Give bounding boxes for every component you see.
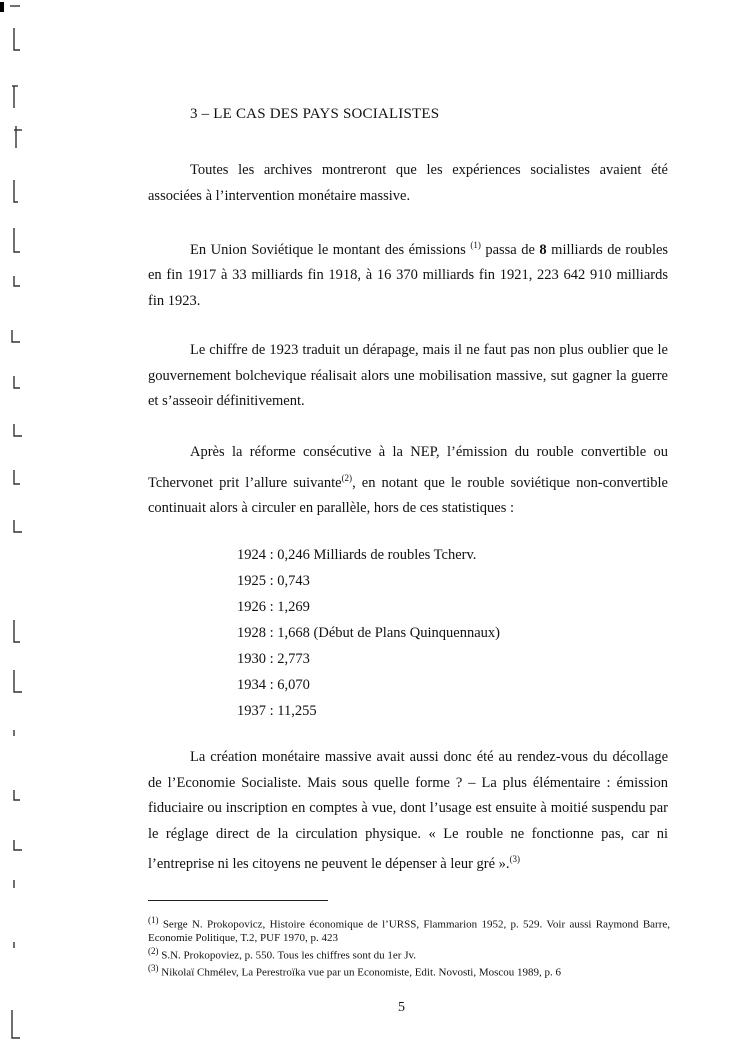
paragraph-2-text-b: passa de (485, 241, 535, 258)
paragraph-2-text-c: milliards de roubles en fin 1917 à 33 milliards fin 1918, à 16 370 milliards fin 1921, 223 642 910 milliards fin 1923. (148, 241, 669, 309)
footnote-3 (148, 962, 670, 980)
emission-item: 1937 : 11,255 (237, 703, 317, 719)
paragraph-1 (148, 158, 668, 209)
page-number: 5 (398, 1000, 405, 1015)
emission-item: 1924 : 0,246 Milliards de roubles Tcherv. (237, 547, 477, 563)
footnote-1-marker: (1) (148, 915, 159, 925)
paragraph-2-text-a: En Union Soviétique le montant des émissions (190, 241, 466, 258)
emission-item: 1925 : 0,743 (237, 573, 310, 589)
paragraph-5-text: La création monétaire massive avait aussi donc été au rendez-vous du décollage de l’Economie Socialiste. Mais sous quelle forme ? – La plus élémentaire : émission fiduciaire ou inscription en comptes à vue, dont l’usage est ensuite à moitié suspendu par le réglage direct de la circulation physique. « Le rouble ne fonctionne pas, car ni l’entreprise ni les citoyens ne peuvent le dépenser à leur gré ». (148, 749, 668, 872)
emission-item: 1928 : 1,668 (Début de Plans Quinquennaux) (237, 625, 500, 641)
footnote-3-marker: (3) (148, 963, 159, 974)
paragraph-5 (148, 745, 668, 877)
emission-item: 1930 : 2,773 (237, 651, 310, 667)
paragraph-2-bold-eight: 8 (539, 241, 547, 258)
paragraph-2 (148, 233, 668, 314)
footnote-ref-2: (2) (341, 472, 353, 483)
emission-statistics-list (237, 542, 500, 724)
footnote-ref-3: (3) (509, 854, 521, 864)
footnote-2-marker: (2) (148, 945, 159, 956)
paragraph-4-text-a: Après la réforme consécutive à la NEP, l’émission du rouble convertible ou Tchervonet prit l’allure suivante (148, 444, 668, 491)
paragraph-3 (148, 338, 668, 415)
footnote-ref-1: (1) (470, 240, 481, 250)
section-title: 3 – LE CAS DES PAYS SOCIALISTES (190, 106, 440, 122)
footnote-2-text: S.N. Prokopoviez, p. 550. Tous les chiffres sont du 1er Jv. (161, 949, 417, 962)
footnote-3-text: Nikolaï Chmélev, La Perestroïka vue par un Economiste, Edit. Novosti, Moscou 1989, p. 6 (161, 966, 562, 979)
paragraph-1-text: Toutes les archives montreront que les expériences socialistes avaient été associées à l’intervention monétaire massive. (148, 162, 668, 204)
footnote-2 (148, 945, 670, 963)
footnote-1 (148, 914, 670, 945)
emission-item: 1934 : 6,070 (237, 677, 310, 693)
paragraph-4 (148, 440, 668, 521)
paragraph-4-text-b: , en notant que le rouble soviétique non-convertible continuait alors à circuler en parallèle, hors de ces statistiques : (148, 474, 668, 516)
emission-item: 1926 : 1,269 (237, 599, 310, 615)
paragraph-3-text: Le chiffre de 1923 traduit un dérapage, mais il ne faut pas non plus oublier que le gouvernement bolchevique réalisait alors une mobilisation massive, sut gagner la guerre et s’asseoir définitivement. (148, 342, 668, 409)
footnote-separator (148, 900, 328, 901)
footnotes (148, 914, 670, 980)
footnote-1-text: Serge N. Prokopovicz, Histoire économique de l’URSS, Flammarion 1952, p. 529. Voir aussi Raymond Barre, Economie Politique, T.2, PUF 1970, p. 423 (148, 918, 671, 944)
binding-margin-marks (0, 0, 30, 1053)
